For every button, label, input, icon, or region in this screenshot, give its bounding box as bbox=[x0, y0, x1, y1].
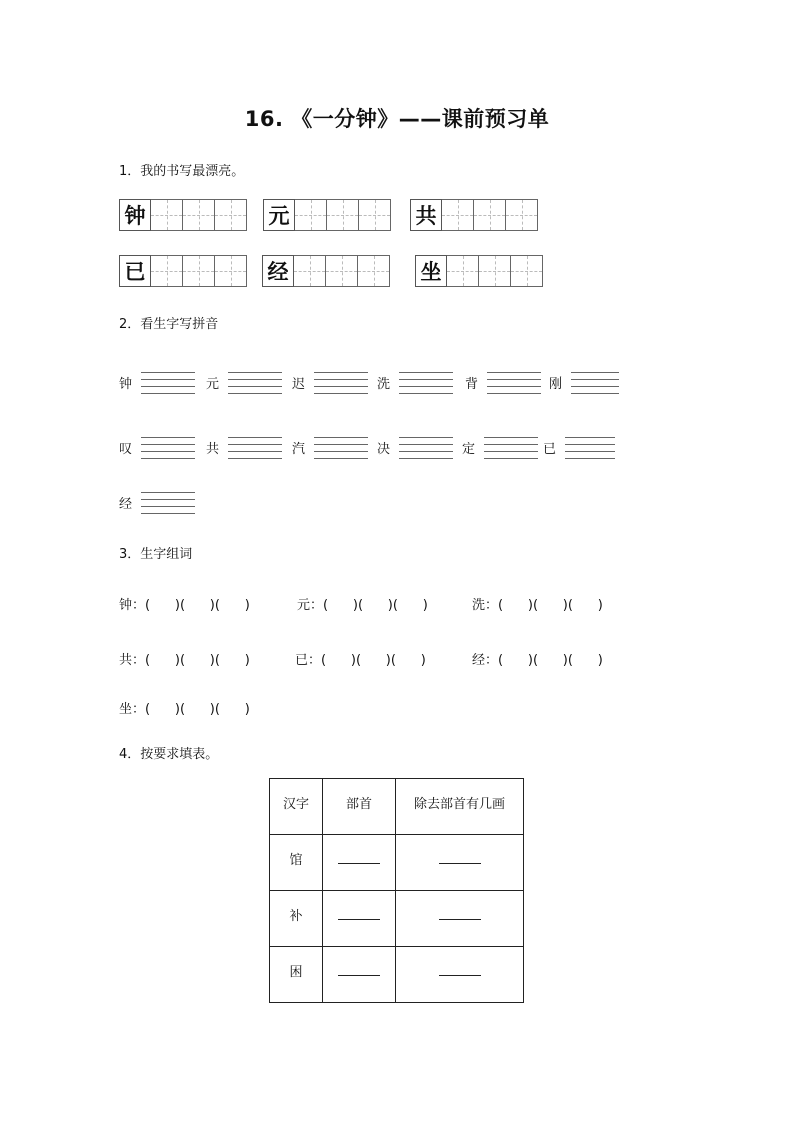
writing-box[interactable] bbox=[151, 255, 183, 287]
writing-box[interactable] bbox=[183, 199, 215, 231]
word-group-item[interactable]: 钟：( )( )( ) bbox=[119, 598, 250, 613]
pinyin-item bbox=[549, 369, 619, 395]
word-group-item[interactable]: 已：( )( )( ) bbox=[295, 653, 426, 668]
pinyin-lines[interactable] bbox=[571, 369, 619, 395]
model-char: 经 bbox=[262, 255, 294, 287]
pinyin-item bbox=[377, 369, 453, 395]
pinyin-lines[interactable] bbox=[141, 369, 195, 395]
writing-box[interactable] bbox=[183, 255, 215, 287]
table-cell-radical[interactable] bbox=[323, 947, 396, 1003]
writing-box[interactable] bbox=[506, 199, 538, 231]
pinyin-lines[interactable] bbox=[228, 434, 282, 460]
pinyin-char: 已 bbox=[543, 441, 557, 457]
pinyin-item bbox=[543, 434, 615, 460]
writing-box[interactable] bbox=[215, 199, 247, 231]
table-cell-char: 馆 bbox=[270, 835, 323, 891]
pinyin-lines[interactable] bbox=[484, 434, 538, 460]
writing-group bbox=[263, 199, 391, 231]
section1-heading: 1．我的书写最漂亮。 bbox=[119, 164, 245, 179]
pinyin-char: 共 bbox=[206, 441, 220, 457]
pinyin-item bbox=[119, 369, 195, 395]
writing-box[interactable] bbox=[327, 199, 359, 231]
word-group-item[interactable]: 洗：( )( )( ) bbox=[472, 598, 603, 613]
word-group-item[interactable]: 共：( )( )( ) bbox=[119, 653, 250, 668]
writing-group bbox=[119, 199, 247, 231]
writing-box[interactable] bbox=[442, 199, 474, 231]
word-group-item[interactable]: 坐：( )( )( ) bbox=[119, 702, 250, 717]
writing-box[interactable] bbox=[151, 199, 183, 231]
table-cell-radical[interactable] bbox=[323, 891, 396, 947]
pinyin-lines[interactable] bbox=[141, 434, 195, 460]
writing-box[interactable] bbox=[474, 199, 506, 231]
pinyin-char: 经 bbox=[119, 496, 133, 512]
pinyin-item bbox=[292, 369, 368, 395]
pinyin-lines[interactable] bbox=[565, 434, 615, 460]
pinyin-char: 背 bbox=[465, 376, 479, 392]
pinyin-char: 定 bbox=[462, 441, 476, 457]
pinyin-char: 叹 bbox=[119, 441, 133, 457]
pinyin-item bbox=[377, 434, 453, 460]
pinyin-item bbox=[465, 369, 541, 395]
model-char: 坐 bbox=[415, 255, 447, 287]
section4-heading: 4．按要求填表。 bbox=[119, 747, 219, 762]
pinyin-item bbox=[462, 434, 538, 460]
word-group-item[interactable]: 经：( )( )( ) bbox=[472, 653, 603, 668]
pinyin-item bbox=[206, 369, 282, 395]
pinyin-item bbox=[119, 489, 195, 515]
writing-group bbox=[262, 255, 390, 287]
pinyin-lines[interactable] bbox=[487, 369, 541, 395]
writing-box[interactable] bbox=[295, 199, 327, 231]
table-cell-strokes[interactable] bbox=[396, 947, 524, 1003]
table-cell-strokes[interactable] bbox=[396, 891, 524, 947]
table-row bbox=[270, 891, 524, 947]
section3-heading: 3．生字组词 bbox=[119, 547, 193, 562]
writing-box[interactable] bbox=[294, 255, 326, 287]
table-header-cell: 部首 bbox=[323, 779, 396, 835]
pinyin-item bbox=[292, 434, 368, 460]
pinyin-char: 元 bbox=[206, 376, 220, 392]
pinyin-item bbox=[206, 434, 282, 460]
table-header-cell: 汉字 bbox=[270, 779, 323, 835]
section2-heading: 2．看生字写拼音 bbox=[119, 317, 219, 332]
pinyin-item bbox=[119, 434, 195, 460]
writing-box[interactable] bbox=[447, 255, 479, 287]
pinyin-char: 刚 bbox=[549, 376, 563, 392]
table-header-cell: 除去部首有几画 bbox=[396, 779, 524, 835]
table-row bbox=[270, 835, 524, 891]
writing-group bbox=[410, 199, 538, 231]
model-char: 元 bbox=[263, 199, 295, 231]
pinyin-lines[interactable] bbox=[399, 434, 453, 460]
table-cell-char: 补 bbox=[270, 891, 323, 947]
writing-group bbox=[119, 255, 247, 287]
model-char: 已 bbox=[119, 255, 151, 287]
page-title: 16. 《一分钟》——课前预习单 bbox=[244, 107, 550, 131]
fill-table bbox=[269, 778, 524, 1003]
writing-box[interactable] bbox=[511, 255, 543, 287]
writing-box[interactable] bbox=[359, 199, 391, 231]
table-cell-radical[interactable] bbox=[323, 835, 396, 891]
model-char: 钟 bbox=[119, 199, 151, 231]
pinyin-lines[interactable] bbox=[314, 369, 368, 395]
pinyin-char: 洗 bbox=[377, 376, 391, 392]
table-row bbox=[270, 947, 524, 1003]
writing-group bbox=[415, 255, 543, 287]
writing-box[interactable] bbox=[358, 255, 390, 287]
pinyin-char: 迟 bbox=[292, 376, 306, 392]
word-group-item[interactable]: 元：( )( )( ) bbox=[297, 598, 428, 613]
table-cell-char: 困 bbox=[270, 947, 323, 1003]
pinyin-char: 汽 bbox=[292, 441, 306, 457]
pinyin-lines[interactable] bbox=[314, 434, 368, 460]
writing-box[interactable] bbox=[479, 255, 511, 287]
writing-box[interactable] bbox=[215, 255, 247, 287]
writing-box[interactable] bbox=[326, 255, 358, 287]
pinyin-lines[interactable] bbox=[141, 489, 195, 515]
pinyin-char: 钟 bbox=[119, 376, 133, 392]
table-cell-strokes[interactable] bbox=[396, 835, 524, 891]
table-header-row bbox=[270, 779, 524, 835]
pinyin-char: 决 bbox=[377, 441, 391, 457]
pinyin-lines[interactable] bbox=[399, 369, 453, 395]
pinyin-lines[interactable] bbox=[228, 369, 282, 395]
model-char: 共 bbox=[410, 199, 442, 231]
